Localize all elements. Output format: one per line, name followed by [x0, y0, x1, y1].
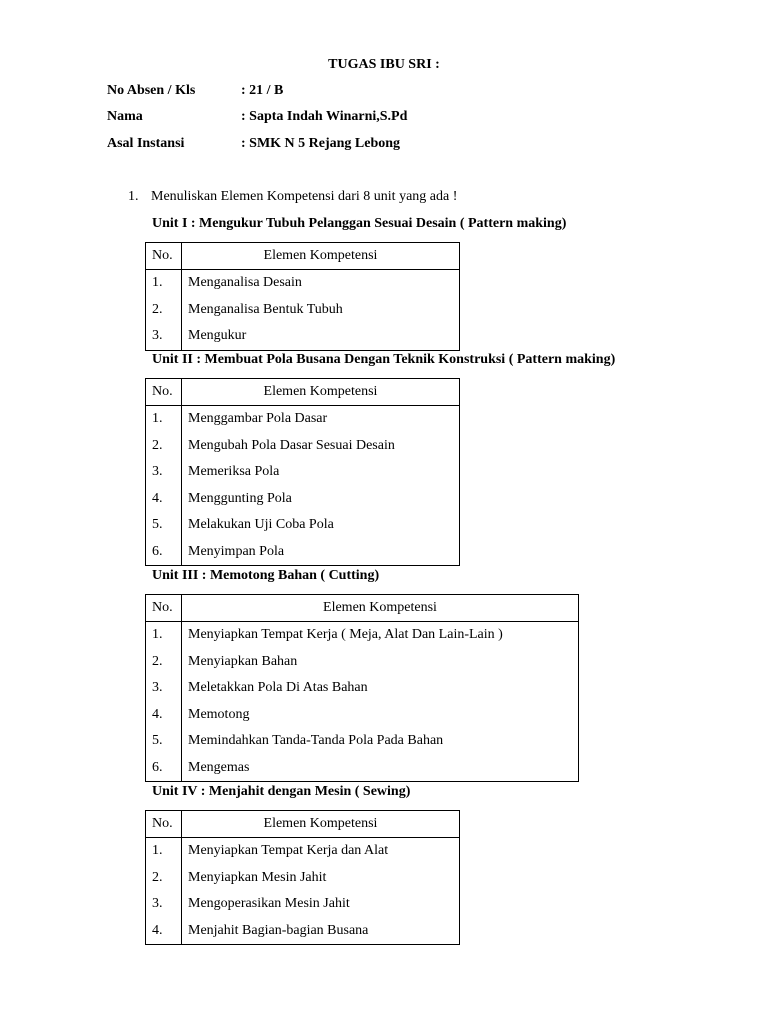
- question-number: 1.: [128, 189, 139, 204]
- unit-3-table: [145, 594, 579, 782]
- unit-2-title: Unit II : Membuat Pola Busana Dengan Teknik Konstruksi ( Pattern making): [152, 352, 616, 367]
- header-no: No.: [146, 811, 182, 838]
- unit-4-table: [145, 810, 460, 945]
- unit-1-title: Unit I : Mengukur Tubuh Pelanggan Sesuai Desain ( Pattern making): [152, 216, 567, 231]
- table-row: [146, 323, 460, 350]
- table-row: [146, 622, 579, 649]
- table-row: [146, 702, 579, 729]
- header-no: No.: [146, 595, 182, 622]
- row-no: 2.: [146, 433, 182, 460]
- row-element: Menyiapkan Tempat Kerja dan Alat: [182, 838, 460, 865]
- row-element: Mengubah Pola Dasar Sesuai Desain: [182, 433, 460, 460]
- row-element: Mengukur: [182, 323, 460, 350]
- row-no: 3.: [146, 459, 182, 486]
- row-element: Melakukan Uji Coba Pola: [182, 512, 460, 539]
- table-row: [146, 512, 460, 539]
- row-no: 1.: [146, 838, 182, 865]
- table-row: [146, 539, 460, 566]
- row-element: Memeriksa Pola: [182, 459, 460, 486]
- row-no: 2.: [146, 865, 182, 892]
- info-row-absen: [107, 83, 283, 99]
- document-title: TUGAS IBU SRI :: [328, 57, 440, 72]
- question-text: Menuliskan Elemen Kompetensi dari 8 unit yang ada !: [151, 189, 458, 204]
- table-row: [146, 675, 579, 702]
- row-element: Mengemas: [182, 755, 579, 782]
- table-row: [146, 838, 460, 865]
- table-row: [146, 270, 460, 297]
- row-element: Menganalisa Desain: [182, 270, 460, 297]
- info-label: Asal Instansi: [107, 136, 185, 151]
- row-no: 2.: [146, 297, 182, 324]
- row-no: 3.: [146, 323, 182, 350]
- unit-3-title: Unit III : Memotong Bahan ( Cutting): [152, 568, 380, 583]
- info-value: : Sapta Indah Winarni,S.Pd: [241, 109, 408, 124]
- row-no: 4.: [146, 918, 182, 945]
- table-row: [146, 297, 460, 324]
- unit-1-table: [145, 242, 460, 351]
- info-label: Nama: [107, 109, 143, 124]
- row-element: Memindahkan Tanda-Tanda Pola Pada Bahan: [182, 728, 579, 755]
- info-row-nama: [107, 109, 407, 125]
- table-header-row: [146, 595, 579, 622]
- row-no: 5.: [146, 512, 182, 539]
- table-row: [146, 891, 460, 918]
- table-row: [146, 728, 579, 755]
- info-value: : SMK N 5 Rejang Lebong: [241, 136, 401, 151]
- table-row: [146, 918, 460, 945]
- row-no: 6.: [146, 755, 182, 782]
- table-row: [146, 406, 460, 433]
- row-element: Menyiapkan Bahan: [182, 649, 579, 676]
- row-element: Menganalisa Bentuk Tubuh: [182, 297, 460, 324]
- header-no: No.: [146, 243, 182, 270]
- header-element: Elemen Kompetensi: [182, 595, 579, 622]
- header-no: No.: [146, 379, 182, 406]
- row-element: Menyiapkan Tempat Kerja ( Meja, Alat Dan Lain-Lain ): [182, 622, 579, 649]
- header-element: Elemen Kompetensi: [182, 243, 460, 270]
- table-row: [146, 459, 460, 486]
- row-element: Mengoperasikan Mesin Jahit: [182, 891, 460, 918]
- row-no: 4.: [146, 702, 182, 729]
- table-row: [146, 433, 460, 460]
- unit-2-table: [145, 378, 460, 566]
- info-label: No Absen / Kls: [107, 83, 196, 98]
- table-header-row: [146, 379, 460, 406]
- header-element: Elemen Kompetensi: [182, 811, 460, 838]
- unit-4-title: Unit IV : Menjahit dengan Mesin ( Sewing): [152, 784, 411, 799]
- row-no: 3.: [146, 675, 182, 702]
- info-row-instansi: [107, 136, 400, 152]
- row-no: 2.: [146, 649, 182, 676]
- row-no: 5.: [146, 728, 182, 755]
- row-element: Meletakkan Pola Di Atas Bahan: [182, 675, 579, 702]
- row-element: Menyimpan Pola: [182, 539, 460, 566]
- row-element: Menyiapkan Mesin Jahit: [182, 865, 460, 892]
- row-no: 1.: [146, 270, 182, 297]
- info-value: : 21 / B: [241, 83, 284, 98]
- row-no: 4.: [146, 486, 182, 513]
- row-no: 6.: [146, 539, 182, 566]
- table-header-row: [146, 243, 460, 270]
- row-element: Menggunting Pola: [182, 486, 460, 513]
- row-element: Menggambar Pola Dasar: [182, 406, 460, 433]
- row-no: 1.: [146, 406, 182, 433]
- table-row: [146, 649, 579, 676]
- row-no: 1.: [146, 622, 182, 649]
- row-no: 3.: [146, 891, 182, 918]
- row-element: Memotong: [182, 702, 579, 729]
- question: [128, 189, 457, 205]
- row-element: Menjahit Bagian-bagian Busana: [182, 918, 460, 945]
- table-row: [146, 755, 579, 782]
- table-header-row: [146, 811, 460, 838]
- header-element: Elemen Kompetensi: [182, 379, 460, 406]
- table-row: [146, 865, 460, 892]
- table-row: [146, 486, 460, 513]
